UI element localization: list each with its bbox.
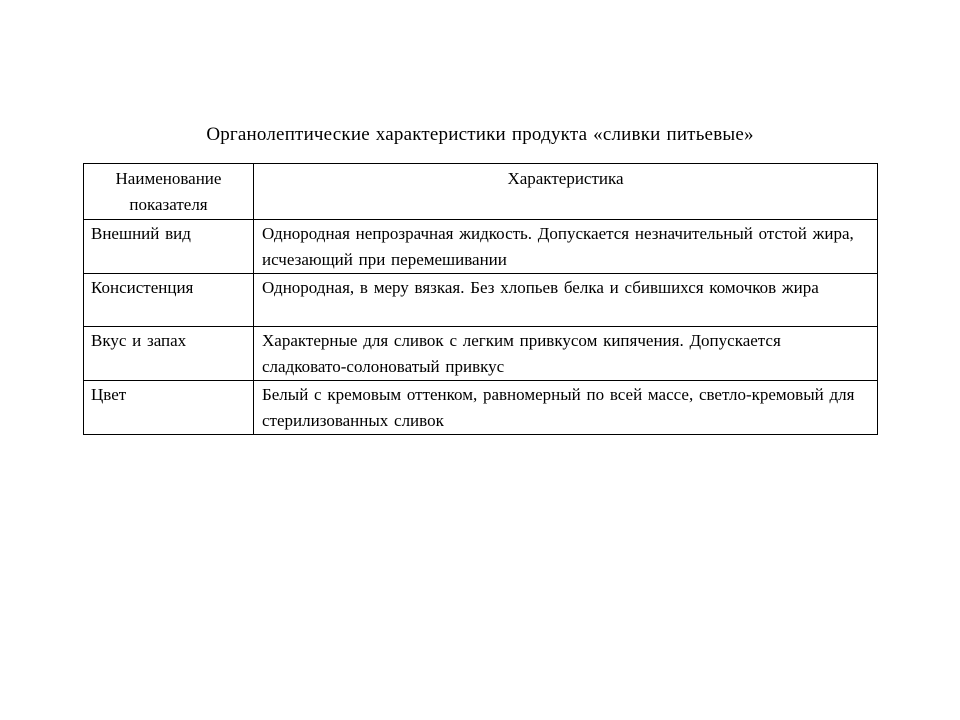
indicator-cell: Консистенция xyxy=(84,274,254,327)
characteristic-cell: Белый с кремовым оттенком, равномерный по всей массе, светло-кремовый для стерилизованных сливок xyxy=(254,381,878,435)
page-title: Органолептические характеристики продукта «сливки питьевые» xyxy=(206,124,754,145)
table-header-row xyxy=(84,164,878,220)
column-header-indicator: Наименование показателя xyxy=(84,164,254,220)
indicator-cell: Цвет xyxy=(84,381,254,435)
indicator-cell: Внешний вид xyxy=(84,220,254,274)
characteristic-cell: Характерные для сливок с легким привкусом кипячения. Допускается сладковато-солоноватый привкус xyxy=(254,327,878,381)
indicator-cell: Вкус и запах xyxy=(84,327,254,381)
characteristic-cell: Однородная непрозрачная жидкость. Допускается незначительный отстой жира, исчезающий при перемешивании xyxy=(254,220,878,274)
characteristics-table xyxy=(83,163,878,435)
table-row xyxy=(84,220,878,274)
table-row xyxy=(84,381,878,435)
table-row xyxy=(84,274,878,327)
characteristic-cell: Однородная, в меру вязкая. Без хлопьев белка и сбившихся комочков жира xyxy=(254,274,878,327)
column-header-characteristic: Характеристика xyxy=(254,164,878,220)
table-row xyxy=(84,327,878,381)
